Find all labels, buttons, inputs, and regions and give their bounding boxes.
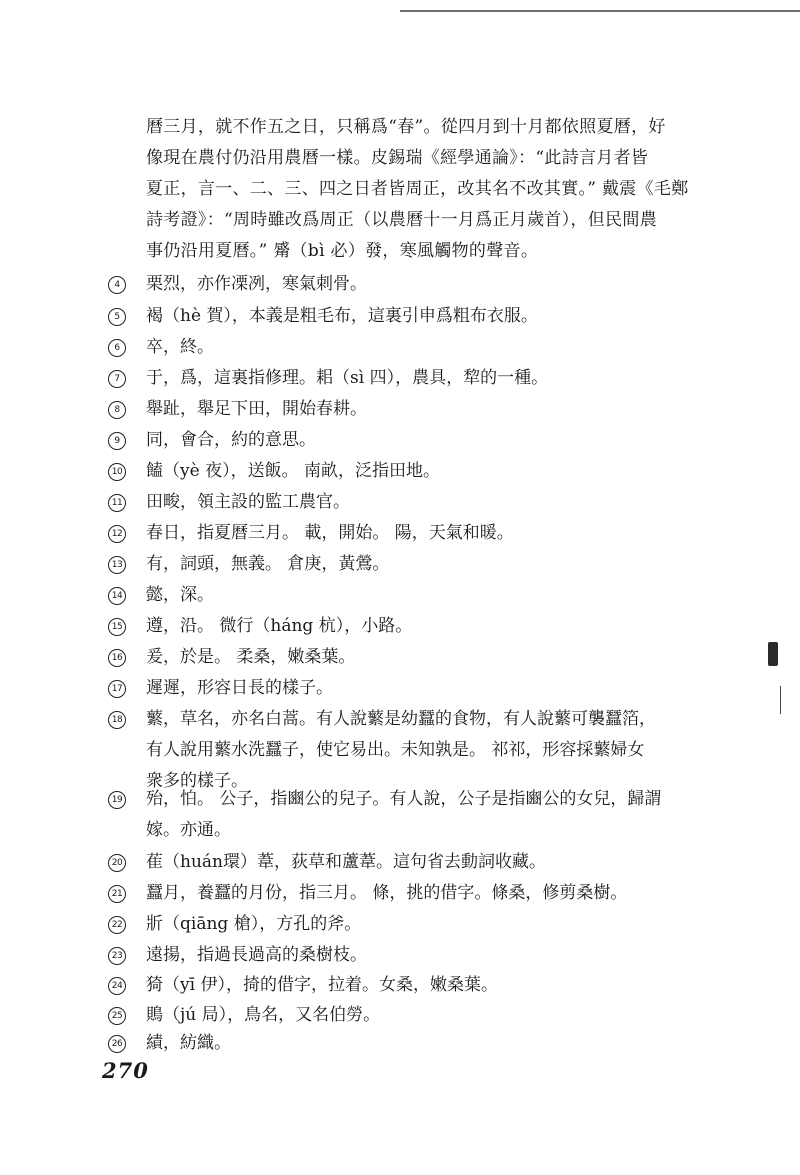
note-text: 有，詞頭，無義。 倉庚，黃鶯。 xyxy=(146,554,390,574)
note-number: 6 xyxy=(108,339,126,357)
note-text: 殆，怕。 公子，指豳公的兒子。有人說，公子是指豳公的女兒，歸謂 xyxy=(146,789,662,809)
note-number: 7 xyxy=(108,370,126,388)
note-number: 23 xyxy=(108,947,126,965)
note-number: 4 xyxy=(108,276,126,294)
note-number: 22 xyxy=(108,916,126,934)
note-text: 蠶月，養蠶的月份，指三月。 條，挑的借字。條桑，修剪桑樹。 xyxy=(146,883,628,903)
note-text: 田畯，領主設的監工農官。 xyxy=(146,492,350,512)
note-text: 萑（huán環）葦，荻草和蘆葦。這句省去動詞收藏。 xyxy=(146,852,546,872)
continuation-line: 曆三月，就不作五之日，只稱爲“春”。從四月到十月都依照夏曆，好 xyxy=(146,117,666,137)
note-text: 卒，終。 xyxy=(146,337,214,357)
note-text: 嫁。亦通。 xyxy=(146,820,231,840)
note-text: 鵙（jú 局），鳥名，又名伯勞。 xyxy=(146,1005,381,1025)
note-text: 同，會合，約的意思。 xyxy=(146,430,316,450)
note-number: 17 xyxy=(108,680,126,698)
note-number: 10 xyxy=(108,463,126,481)
note-number: 18 xyxy=(108,711,126,729)
note-number: 14 xyxy=(108,587,126,605)
note-number: 15 xyxy=(108,618,126,636)
note-number: 25 xyxy=(108,1007,126,1025)
continuation-paragraph xyxy=(146,112,689,267)
continuation-line: 事仍沿用夏曆。” 觱（bì 必）發，寒風觸物的聲音。 xyxy=(146,241,539,261)
note-text: 遵，沿。 微行（háng 杭），小路。 xyxy=(146,616,413,636)
note-text: 爰，於是。 柔桑，嫩桑葉。 xyxy=(146,647,356,667)
note-text: 遠揚，指過長過高的桑樹枝。 xyxy=(146,945,367,965)
note-number: 16 xyxy=(108,649,126,667)
note-number: 21 xyxy=(108,885,126,903)
note-number: 24 xyxy=(108,977,126,995)
note-text: 猗（yī 伊），掎的借字，拉着。女桑，嫩桑葉。 xyxy=(146,975,498,995)
note-number: 5 xyxy=(108,308,126,326)
note-text: 饁（yè 夜），送飯。 南畝，泛指田地。 xyxy=(146,461,440,481)
note-text: 績，紡織。 xyxy=(146,1033,231,1053)
note-number: 13 xyxy=(108,556,126,574)
continuation-line: 詩考證》：“周時雖改爲周正（以農曆十一月爲正月歲首），但民間農 xyxy=(146,210,657,230)
note-text: 懿，深。 xyxy=(146,585,214,605)
note-text: 斨（qiāng 槍），方孔的斧。 xyxy=(146,914,362,934)
page-number: 270 xyxy=(102,1058,149,1083)
continuation-line: 像現在農付仍沿用農曆一樣。皮錫瑞《經學通論》：“此詩言月者皆 xyxy=(146,148,649,168)
note-number: 26 xyxy=(108,1035,126,1053)
note-text: 蘩，草名，亦名白蒿。有人說蘩是幼蠶的食物，有人說蘩可襲蠶箔， xyxy=(146,709,656,729)
note-text: 春日，指夏曆三月。 載，開始。 陽，天氣和暖。 xyxy=(146,523,514,543)
note-number: 8 xyxy=(108,401,126,419)
edge-tick xyxy=(780,686,781,714)
edge-mark xyxy=(768,642,778,666)
note-number: 11 xyxy=(108,494,126,512)
note-number: 12 xyxy=(108,525,126,543)
note-text: 于，爲，這裏指修理。耜（sì 四），農具，犂的一種。 xyxy=(146,368,549,388)
note-text: 衆多的樣子。 xyxy=(146,771,248,791)
note-text: 遲遲，形容日長的樣子。 xyxy=(146,678,333,698)
continuation-line: 夏正，言一、二、三、四之日者皆周正，改其名不改其實。” 戴震《毛鄭 xyxy=(146,179,689,199)
note-text: 有人說用蘩水洗蠶子，使它易出。未知孰是。 祁祁，形容採蘩婦女 xyxy=(146,740,645,760)
top-rule xyxy=(400,10,800,12)
note-number: 9 xyxy=(108,432,126,450)
note-text: 栗烈，亦作凓冽，寒氣刺骨。 xyxy=(146,274,367,294)
note-number: 20 xyxy=(108,854,126,872)
note-text: 褐（hè 賀），本義是粗毛布，這裏引申爲粗布衣服。 xyxy=(146,306,538,326)
note-number: 19 xyxy=(108,791,126,809)
note-text: 舉趾，舉足下田，開始春耕。 xyxy=(146,399,367,419)
